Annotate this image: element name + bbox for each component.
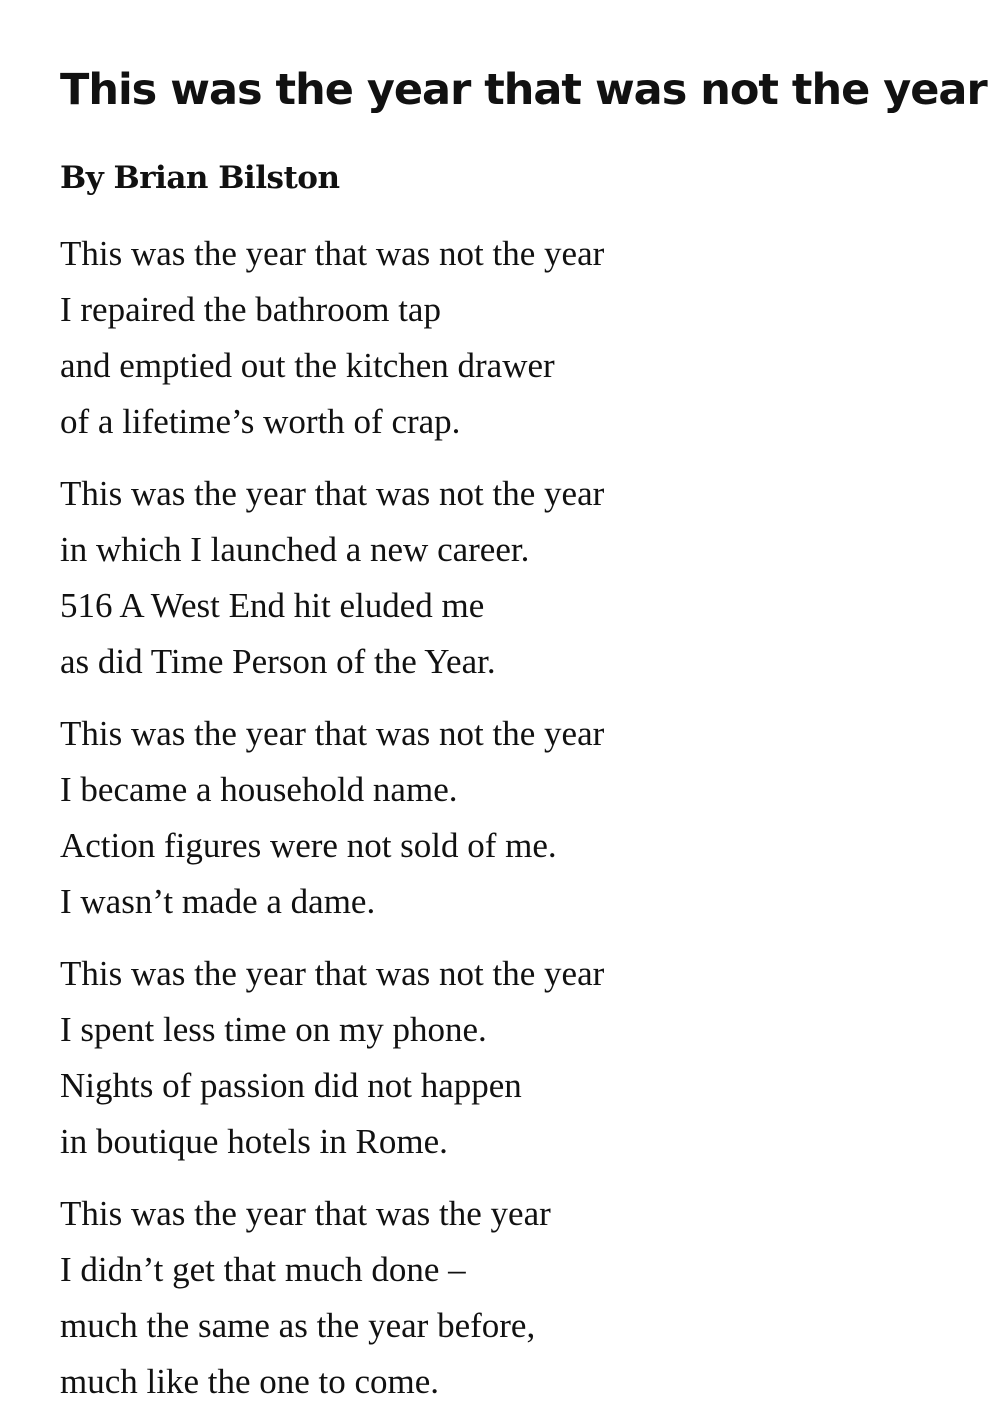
poem-line: This was the year that was not the year: [60, 714, 605, 753]
poem-line: This was the year that was not the year: [60, 234, 605, 273]
stanza-4: [60, 946, 990, 1170]
poem-line: as did Time Person of the Year.: [60, 642, 496, 681]
poem-line: in boutique hotels in Rome.: [60, 1122, 448, 1161]
poem-body: [60, 226, 990, 1410]
stanza-5: [60, 1186, 990, 1410]
poem-line: Action figures were not sold of me.: [60, 826, 557, 865]
stanza-1: [60, 226, 990, 450]
poem-line: of a lifetime’s worth of crap.: [60, 402, 461, 441]
poem-line: much like the one to come.: [60, 1362, 440, 1401]
poem-line: 516 A West End hit eluded me: [60, 586, 485, 625]
article: [60, 62, 990, 1426]
poem-line: much the same as the year before,: [60, 1306, 536, 1345]
poem-line: This was the year that was the year: [60, 1194, 551, 1233]
poem-line: I became a household name.: [60, 770, 458, 809]
page-title: This was the year that was not the year: [60, 65, 987, 115]
poem-line: This was the year that was not the year: [60, 954, 605, 993]
stanza-3: [60, 706, 990, 930]
poem-line: Nights of passion did not happen: [60, 1066, 522, 1105]
poem-line: and emptied out the kitchen drawer: [60, 346, 555, 385]
poem-line: I spent less time on my phone.: [60, 1010, 487, 1049]
poem-line: in which I launched a new career.: [60, 530, 530, 569]
stanza-2: [60, 466, 990, 690]
poem-line: I wasn’t made a dame.: [60, 882, 376, 921]
poem-line: I didn’t get that much done –: [60, 1250, 466, 1289]
poem-line: This was the year that was not the year: [60, 474, 605, 513]
author-byline: By Brian Bilston: [60, 160, 340, 196]
poem-line: I repaired the bathroom tap: [60, 290, 441, 329]
